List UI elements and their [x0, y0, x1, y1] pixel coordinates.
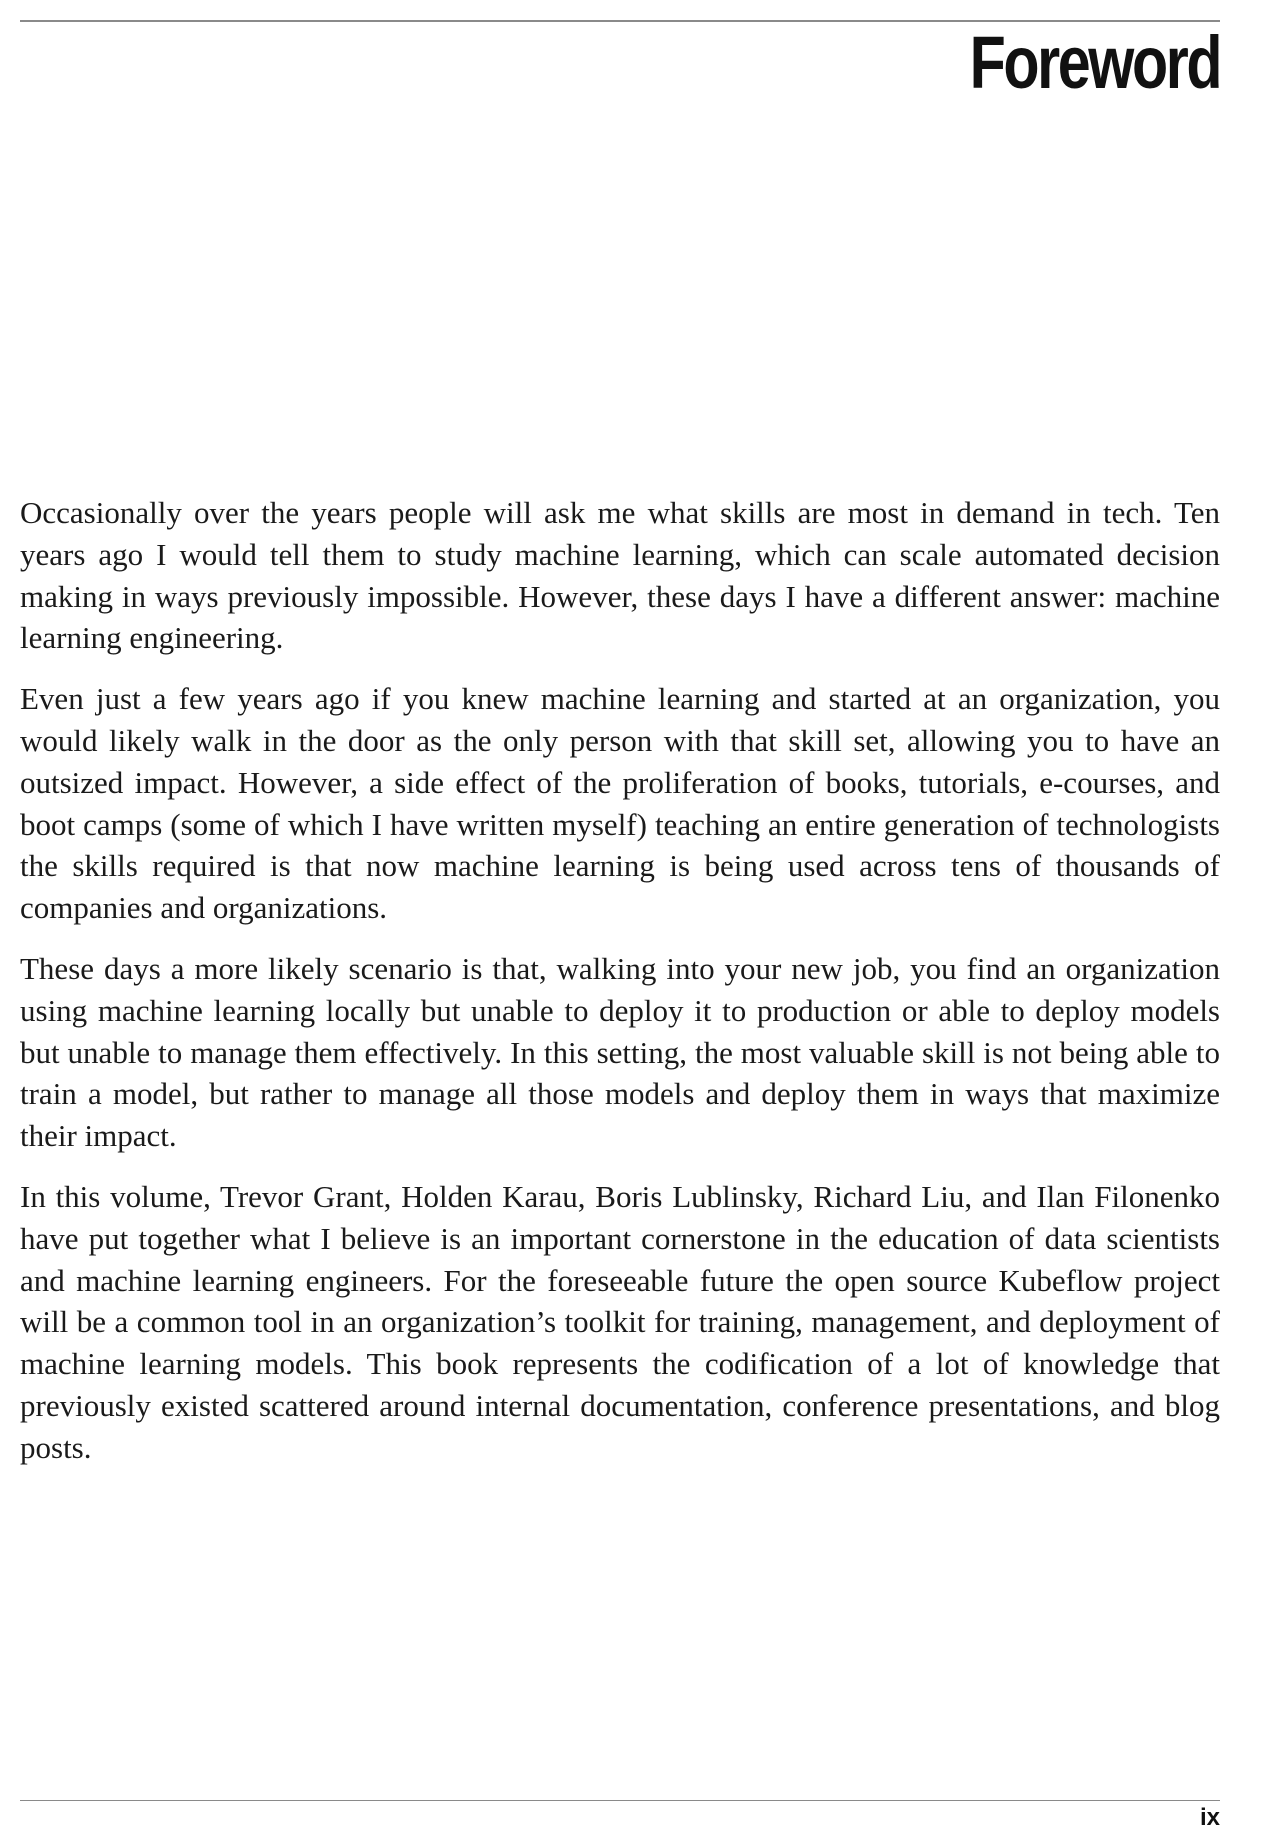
paragraph: In this volume, Trevor Grant, Holden Karau, Boris Lublinsky, Richard Liu, and Ilan Filonenko have put together what I believe is an important cornerstone in the education of data scientists and machine learning engineers. For the foreseeable future the open source Kubeflow project will be a common tool in an organization’s toolkit for training, management, and deployment of machine learning models. This book represents the codification of a lot of knowledge that previously existed scattered around internal documentation, conference presentations, and blog posts.: [20, 1178, 1220, 1465]
chapter-title: Foreword: [969, 21, 1220, 104]
foreword-body: [20, 492, 1220, 1488]
footer-rule: [20, 1800, 1220, 1801]
paragraph: These days a more likely scenario is that, walking into your new job, you find an organization using machine learning locally but unable to deploy it to production or able to deploy models but unable to manage them effectively. In this setting, the most valuable skill is not being able to train a model, but rather to manage all those models and deploy them in ways that maximize their impact.: [20, 950, 1220, 1154]
paragraph: Occasionally over the years people will ask me what skills are most in demand in tech. Ten years ago I would tell them to study machine learning, which can scale automated decision making in ways previously impossible. However, these days I have a different answer: machine learning engineering.: [20, 495, 1220, 656]
page-number: ix: [1199, 1804, 1220, 1831]
paragraph: Even just a few years ago if you knew machine learning and started at an organization, you would likely walk in the door as the only person with that skill set, allowing you to have an outsized impact. However, a side effect of the proliferation of books, tutorials, e-courses, and boot camps (some of which I have written myself) teaching an entire generation of technologists the skills required is that now machine learning is being used across tens of thousands of companies and organizations.: [20, 681, 1220, 926]
